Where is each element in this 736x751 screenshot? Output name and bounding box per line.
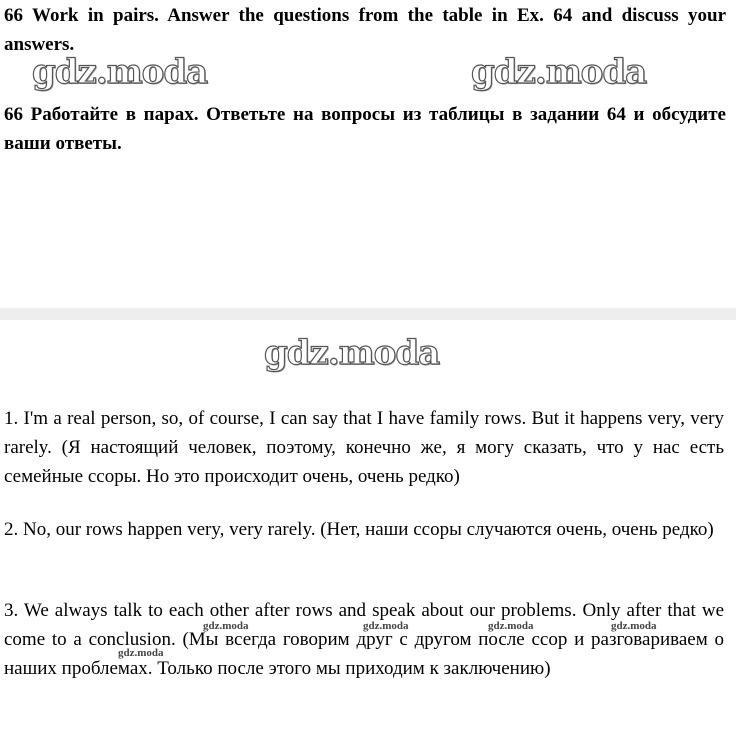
watermark-small-1: gdz.moda bbox=[203, 620, 249, 632]
watermark-center: gdz.moda bbox=[264, 333, 440, 373]
task-russian: 66 Работайте в парах. Ответьте на вопросы из таблицы в задании 64 и обсудите ваши ответы. bbox=[4, 104, 726, 154]
watermark-small-4: gdz.moda bbox=[611, 620, 657, 632]
watermark-small-5: gdz.moda bbox=[118, 647, 164, 659]
answer-3: 3. We always talk to each other after rows and speak about our problems. Only after that we come to a conclusion. (Мы всегда говорим друг с другом после ссор и разговариваем о наших проблемах. Только после этого мы приходим к заключению) bbox=[4, 600, 724, 679]
answer-1: 1. I'm a real person, so, of course, I can say that I have family rows. But it happens very, very rarely. (Я настоящий человек, поэтому, конечно же, я могу сказать, что у нас есть семейные ссоры. Но это происходит очень, очень редко) bbox=[4, 408, 724, 487]
section-divider bbox=[0, 308, 736, 320]
watermark-top-left: gdz.moda bbox=[32, 52, 208, 92]
answer-2: 2. No, our rows happen very, very rarely. (Нет, наши ссоры случаются очень, очень редко) bbox=[4, 519, 714, 540]
watermark-small-2: gdz.moda bbox=[363, 620, 409, 632]
task-english: 66 Work in pairs. Answer the questions from the table in Ex. 64 and discuss your answers. bbox=[4, 5, 726, 55]
watermark-top-right: gdz.moda bbox=[471, 52, 647, 92]
watermark-small-3: gdz.moda bbox=[488, 620, 534, 632]
